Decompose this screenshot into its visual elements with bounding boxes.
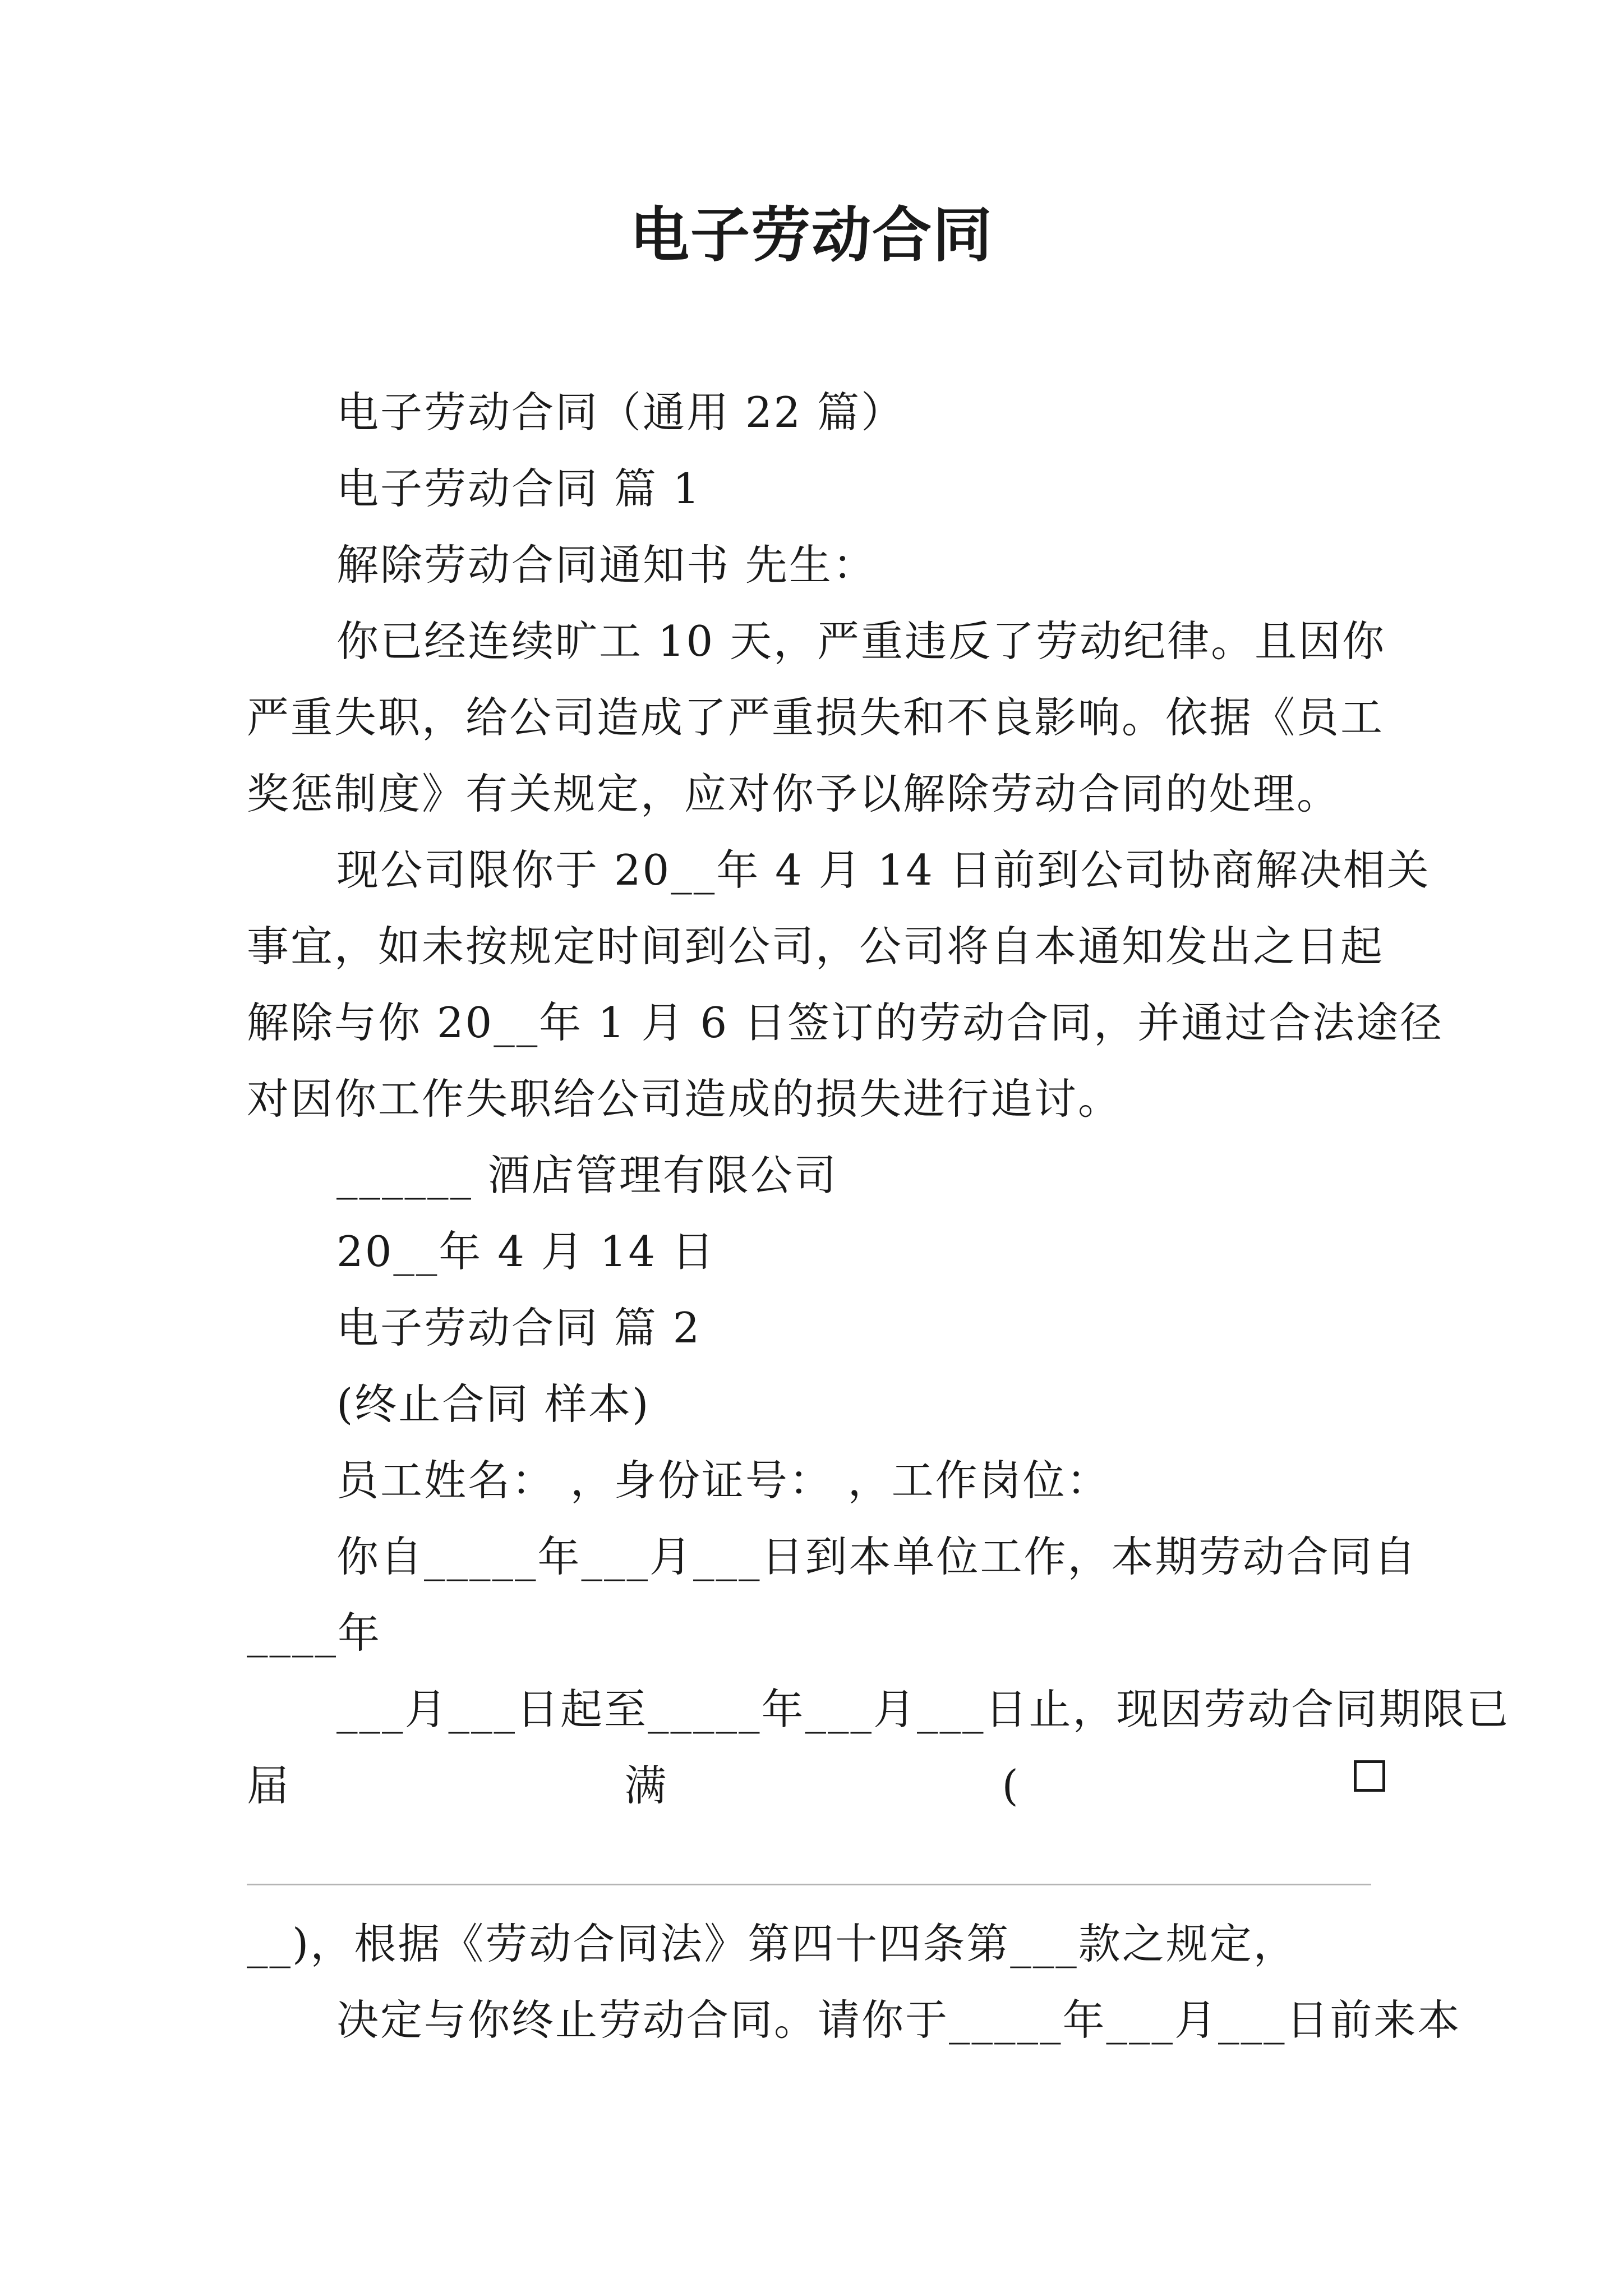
doc-subtitle: 电子劳动合同（通用 22 篇） xyxy=(336,388,905,437)
document-title: 电子劳动合同 xyxy=(630,200,993,270)
company-signature: ______ 酒店管理有限公司 xyxy=(336,1151,838,1200)
paragraph-line: 奖惩制度》有关规定，应对你予以解除劳动合同的处理。 xyxy=(247,769,1341,818)
notice-date: 20__年 4 月 14 日 xyxy=(336,1227,716,1276)
horizontal-rule xyxy=(247,1884,1371,1885)
paragraph-line: 解除与你 20__年 1 月 6 日签订的劳动合同，并通过合法途径 xyxy=(247,998,1444,1047)
spread-char: ( xyxy=(1002,1761,1018,1810)
paragraph-line: 对因你工作失职给公司造成的损失进行追讨。 xyxy=(247,1074,1122,1124)
paragraph-line: __)，根据《劳动合同法》第四十四条第___款之规定， xyxy=(247,1919,1297,1968)
spread-char: 届 xyxy=(247,1761,289,1810)
spread-line xyxy=(247,1760,1385,1811)
notice-heading: 解除劳动合同通知书 先生： xyxy=(336,540,877,590)
paragraph-line: ____年 xyxy=(247,1608,382,1658)
spread-char: 满 xyxy=(624,1761,667,1810)
paragraph-line: 决定与你终止劳动合同。请你于_____年___月___日前来本 xyxy=(336,1995,1461,2045)
paragraph-line: 事宜，如未按规定时间到公司，公司将自本通知发出之日起 xyxy=(247,922,1385,971)
paragraph-line: 现公司限你于 20__年 4 月 14 日前到公司协商解决相关 xyxy=(336,845,1431,895)
paragraph-line: ___月___日起至_____年___月___日止，现因劳动合同期限已 xyxy=(336,1685,1510,1734)
section-heading-2: 电子劳动合同 篇 2 xyxy=(336,1303,702,1352)
employee-info-line: 员工姓名： ，身份证号： ，工作岗位： xyxy=(336,1456,1110,1505)
sample-label: (终止合同 样本) xyxy=(336,1379,651,1429)
paragraph-line: 严重失职，给公司造成了严重损失和不良影响。依据《员工 xyxy=(247,693,1385,742)
section-heading-1: 电子劳动合同 篇 1 xyxy=(336,464,702,513)
paragraph-line: 你已经连续旷工 10 天，严重违反了劳动纪律。且因你 xyxy=(336,616,1386,666)
paragraph-line: 你自_____年___月___日到本单位工作，本期劳动合同自 xyxy=(336,1532,1418,1581)
checkbox-square xyxy=(1354,1760,1385,1792)
